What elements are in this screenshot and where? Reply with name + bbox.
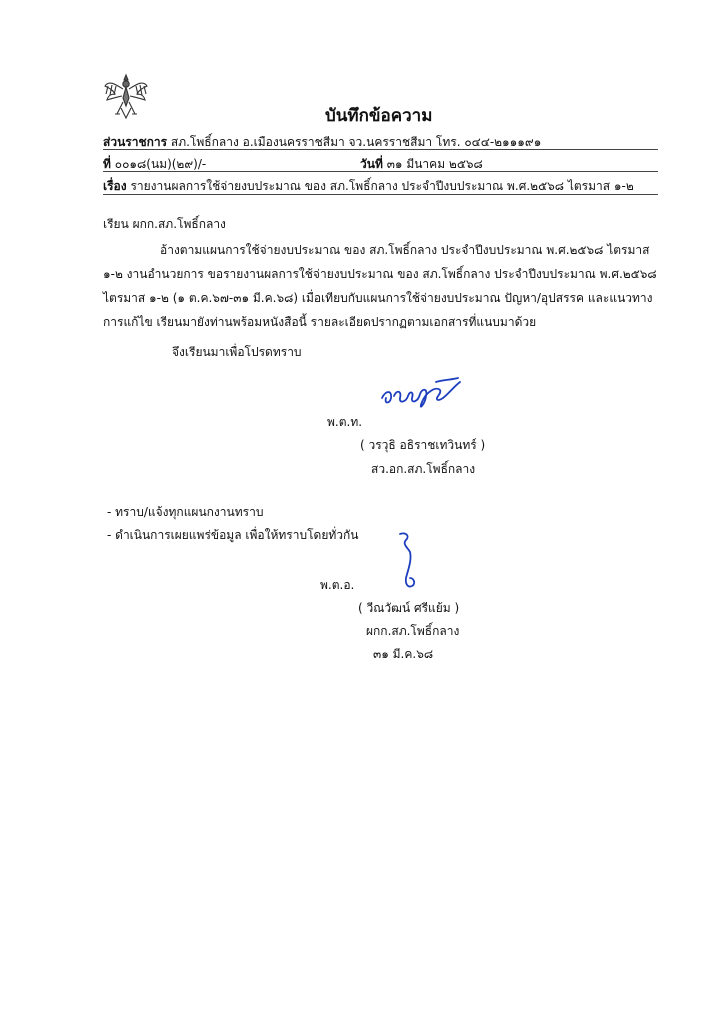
signer1-position: สว.อก.สภ.โพธิ์กลาง: [371, 462, 476, 476]
body-line: ไตรมาส ๑-๒ (๑ ต.ค.๖๗-๓๑ มี.ค.๖๘) เมื่อเทียบกับแผนการใช้จ่ายงบประมาณ ปัญหา/อุปสรรค และแนวทาง: [103, 291, 653, 305]
body-line: อ้างตามแผนการใช้จ่ายงบประมาณ ของ สภ.โพธิ์กลาง ประจำปีงบประมาณ พ.ศ.๒๕๖๘ ไตรมาส: [160, 243, 650, 257]
doc-number-label: ที่: [103, 157, 111, 171]
signer2-rank: พ.ต.อ.: [320, 578, 355, 592]
memo-title: บันทึกข้อความ: [325, 106, 433, 126]
org-label: ส่วนราชการ: [103, 135, 168, 149]
body-line: การแก้ไข เรียนมายังท่านพร้อมหนังสือนี้ รายละเอียดปรากฏตามเอกสารที่แนบมาด้วย: [103, 315, 537, 329]
subject-value: รายงานผลการใช้จ่ายงบประมาณ ของ สภ.โพธิ์กลาง ประจำปีงบประมาณ พ.ศ.๒๕๖๘ ไตรมาส ๑-๒: [130, 179, 634, 193]
garuda-emblem-icon: [103, 72, 149, 120]
divider: [103, 171, 658, 172]
signature-1-icon: [378, 376, 464, 414]
closing-text: จึงเรียนมาเพื่อโปรดทราบ: [172, 345, 302, 359]
signer1-rank: พ.ต.ท.: [327, 415, 363, 429]
signer2-date: ๓๑ มี.ค.๖๘: [373, 647, 434, 661]
subject-label: เรื่อง: [103, 179, 127, 193]
date-label: วันที่: [360, 157, 383, 171]
doc-number-value: ๐๐๑๘(นม)(๒๙)/-: [114, 157, 207, 171]
body-line: ๑-๒ งานอำนวยการ ขอรายงานผลการใช้จ่ายงบประมาณ ของ สภ.โพธิ์กลาง ประจำปีงบประมาณ พ.ศ.๒๕๖๘: [103, 267, 657, 281]
salutation: เรียน ผกก.สภ.โพธิ์กลาง: [103, 217, 226, 231]
signature-2-icon: [392, 530, 422, 592]
signer1-name: ( วรวุธิ อธิราชเทวินทร์ ): [360, 438, 486, 452]
signer2-position: ผกก.สภ.โพธิ์กลาง: [366, 624, 460, 638]
date-value: ๓๑ มีนาคม ๒๕๖๘: [386, 157, 483, 171]
order-item: - ดำเนินการเผยแพร่ข้อมูล เพื่อให้ทราบโดยทั่วกัน: [107, 528, 359, 542]
divider: [103, 149, 658, 150]
divider: [103, 194, 658, 195]
order-item: - ทราบ/แจ้งทุกแผนกงานทราบ: [107, 505, 264, 519]
signer2-name: ( วีณวัฒน์ ศรีแย้ม ): [358, 601, 460, 615]
org-value: สภ.โพธิ์กลาง อ.เมืองนครราชสีมา จว.นครราชสีมา โทร. ๐๔๔-๒๑๑๑๙๑: [170, 135, 542, 149]
